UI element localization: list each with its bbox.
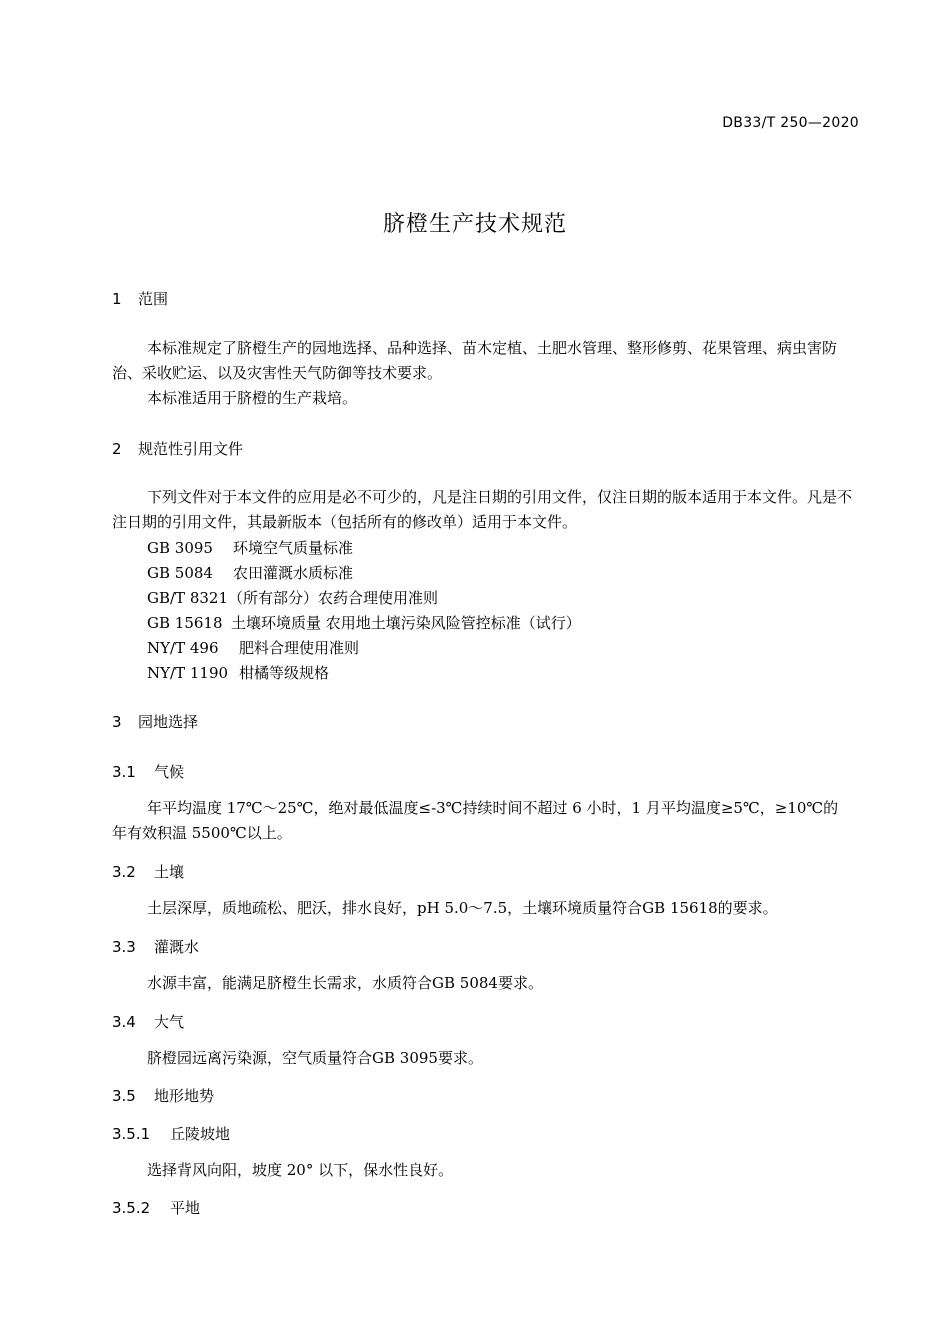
section-3-5-1-heading (112, 1123, 230, 1144)
section-title: 范围 (138, 290, 169, 308)
section-number: 3 (112, 713, 122, 731)
section-3-5-heading (112, 1085, 214, 1106)
section-title: 气候 (154, 763, 185, 781)
section-3-4-heading (112, 1011, 184, 1032)
section-title: 园地选择 (138, 713, 199, 731)
reference-name: 环境空气质量标准 (233, 539, 354, 557)
reference-name: 土壤环境质量 农用地土壤污染风险管控标准（试行） (231, 614, 581, 632)
reference-item (147, 562, 353, 583)
reference-code: GB 3095 (147, 539, 213, 557)
section-number: 3.4 (112, 1013, 136, 1031)
section-3-3-paragraph: 水源丰富，能满足脐橙生长需求，水质符合GB 5084要求。 (147, 974, 543, 992)
reference-item (147, 587, 438, 608)
reference-code: NY/T 496 (147, 639, 219, 657)
section-2-heading (112, 438, 243, 459)
section-title: 丘陵坡地 (170, 1125, 231, 1143)
section-1-paragraph-1: 本标准规定了脐橙生产的园地选择、品种选择、苗木定植、土肥水管理、整形修剪、花果管理、病虫害防治、采收贮运、以及灾害性天气防御等技术要求。 (112, 339, 838, 382)
reference-item (147, 662, 329, 683)
section-title: 大气 (154, 1013, 185, 1031)
section-3-heading (112, 711, 198, 732)
standard-code: DB33/T 250—2020 (722, 115, 859, 131)
section-1-paragraph-2: 本标准适用于脐橙的生产栽培。 (147, 389, 358, 407)
section-number: 3.5.1 (112, 1125, 151, 1143)
reference-name: 农药合理使用准则 (318, 589, 439, 607)
reference-code: GB 15618 (147, 614, 223, 632)
section-3-3-heading (112, 936, 199, 957)
reference-name: 肥料合理使用准则 (239, 639, 360, 657)
reference-item (147, 537, 353, 558)
section-number: 3.1 (112, 763, 136, 781)
reference-name: 柑橘等级规格 (239, 664, 330, 682)
section-3-2-heading (112, 861, 184, 882)
section-title: 平地 (170, 1199, 201, 1217)
reference-code: NY/T 1190 (147, 664, 229, 682)
section-title: 地形地势 (154, 1087, 215, 1105)
reference-code: GB 5084 (147, 564, 213, 582)
section-number: 3.5 (112, 1087, 136, 1105)
section-3-5-2-heading (112, 1197, 200, 1218)
section-title: 灌溉水 (154, 938, 200, 956)
section-3-1-heading (112, 761, 184, 782)
section-title: 规范性引用文件 (138, 440, 244, 458)
document-title: 脐橙生产技术规范 (382, 212, 567, 237)
reference-item (147, 612, 581, 633)
section-3-1-paragraph: 年平均温度 17℃～25℃，绝对最低温度≤-3℃持续时间不超过 6 小时，1 月平均温度≥5℃，≥10℃的年有效积温 5500℃以上。 (112, 799, 839, 842)
section-number: 1 (112, 290, 122, 308)
section-2-paragraph: 下列文件对于本文件的应用是必不可少的，凡是注日期的引用文件，仅注日期的版本适用于本文件。凡是不注日期的引用文件，其最新版本（包括所有的修改单）适用于本文件。 (112, 488, 853, 531)
section-title: 土壤 (154, 863, 185, 881)
section-number: 3.2 (112, 863, 136, 881)
section-3-5-1-paragraph: 选择背风向阳，坡度 20° 以下，保水性良好。 (147, 1161, 454, 1179)
section-number: 3.3 (112, 938, 136, 956)
section-1-heading (112, 288, 168, 309)
section-number: 2 (112, 440, 122, 458)
reference-item (147, 637, 359, 658)
section-number: 3.5.2 (112, 1199, 151, 1217)
reference-code: GB/T 8321（所有部分） (147, 589, 319, 607)
section-3-4-paragraph: 脐橙园远离污染源，空气质量符合GB 3095要求。 (147, 1049, 483, 1067)
reference-name: 农田灌溉水质标准 (233, 564, 354, 582)
section-3-2-paragraph: 土层深厚，质地疏松、肥沃，排水良好，pH 5.0～7.5，土壤环境质量符合GB 15618的要求。 (147, 899, 778, 917)
